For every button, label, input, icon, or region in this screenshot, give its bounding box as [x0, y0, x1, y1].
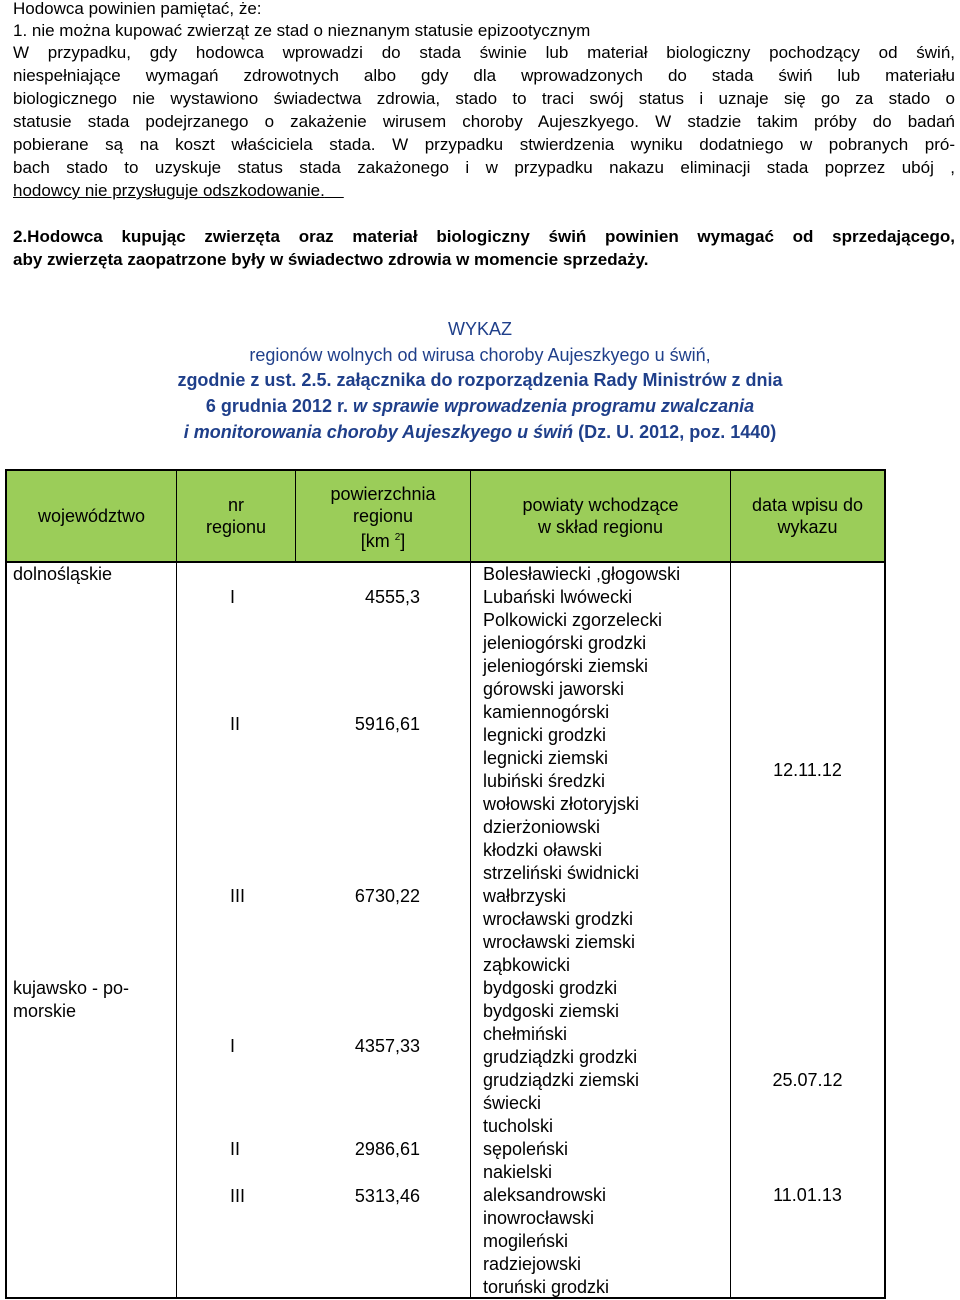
district-item: tucholski — [483, 1116, 554, 1136]
header-region-number: nr regionu — [205, 495, 267, 537]
header-entry-date: data wpisu do wykazu — [751, 495, 864, 537]
district-item: jeleniogórski ziemski — [483, 656, 649, 676]
region-area: 4357,33 — [354, 1036, 420, 1056]
region-area: 5313,46 — [354, 1186, 420, 1206]
district-item: bydgoski grodzki — [483, 978, 618, 998]
list-regulation-date-line: 6 grudnia 2012 r. w sprawie wprowadzenia programu zwalczania — [205, 396, 755, 416]
region-area: 4555,3 — [364, 587, 420, 607]
region-number: III — [230, 1186, 246, 1206]
table-left-border — [5, 469, 7, 1299]
district-item: grudziądzki grodzki — [483, 1047, 638, 1067]
district-item: toruński grodzki — [483, 1277, 610, 1297]
district-item: wrocławski grodzki — [483, 909, 634, 929]
list-regulation-title-line: i monitorowania choroby Aujeszkyego u świń (Dz. U. 2012, poz. 1440) — [183, 422, 777, 442]
district-item: legnicki ziemski — [483, 748, 609, 768]
table-header-border — [5, 561, 885, 563]
intro-line-2: W przypadku, gdy hodowca wprowadzi do stada świnie lub materiał biologiczny pochodzący od świń, — [13, 43, 955, 62]
intro-line-7: bach stado to uzyskuje status stada zakażonego i w przypadku nakazu eliminacji stada poprzez ubój , — [13, 158, 955, 177]
entry-date: 11.01.13 — [773, 1185, 842, 1205]
point-1-heading: 1. nie można kupować zwierząt ze stad o nieznanym statusie epizootycznym — [13, 21, 591, 40]
intro-line-8: hodowcy nie przysługuje odszkodowanie. — [13, 181, 325, 200]
region-area: 6730,22 — [354, 886, 420, 906]
district-item: dzierżoniowski — [483, 817, 601, 837]
column-divider-4 — [730, 469, 731, 1299]
district-item: wołowski złotoryjski — [483, 794, 640, 814]
district-item: Polkowicki zgorzelecki — [483, 610, 663, 630]
point-2-line-2: aby zwierzęta zaopatrzone były w świadectwo zdrowia w momencie sprzedaży. — [13, 250, 649, 269]
header-districts: powiaty wchodzące w skład regionu — [522, 495, 679, 537]
column-divider-1 — [176, 469, 177, 1299]
region-number: II — [230, 714, 241, 734]
region-number: II — [230, 1139, 241, 1159]
header-area: powierzchnia regionu [km $^2$] — [330, 484, 436, 551]
region-number: I — [230, 587, 236, 607]
region-number: I — [230, 1036, 236, 1056]
district-item: mogileński — [483, 1231, 569, 1251]
intro-line-6: pobierane są na koszt właściciela stada. W przypadku stwierdzenia wyniku dodatniego w pobranych pró- — [13, 135, 955, 154]
district-item: inowrocławski — [483, 1208, 595, 1228]
table-bottom-border — [5, 1297, 885, 1299]
region-area: 2986,61 — [354, 1139, 420, 1159]
header-voivodeship: województwo — [37, 506, 146, 526]
district-item: świecki — [483, 1093, 542, 1113]
district-item: radziejowski — [483, 1254, 582, 1274]
district-item: kamiennogórski — [483, 702, 610, 722]
intro-line-0: Hodowca powinien pamiętać, że: — [13, 0, 262, 18]
entry-date: 25.07.12 — [772, 1070, 843, 1090]
intro-line-4: biologicznego nie wystawiono świadectwa zdrowia, stado to traci swój status i uznaje się go za stado o — [13, 89, 955, 108]
list-title: WYKAZ — [447, 319, 512, 339]
list-regulation-line: zgodnie z ust. 2.5. załącznika do rozporządzenia Rady Ministrów z dnia — [177, 370, 783, 390]
voivodeship-dolnoslaskie: dolnośląskie — [13, 564, 113, 584]
district-item: ząbkowicki — [483, 955, 571, 975]
district-item: wałbrzyski — [483, 886, 567, 906]
district-item: nakielski — [483, 1162, 553, 1182]
list-subtitle: regionów wolnych od wirusa choroby Aujeszkyego u świń, — [249, 345, 711, 365]
district-item: grudziądzki ziemski — [483, 1070, 640, 1090]
district-item: chełmiński — [483, 1024, 568, 1044]
district-item: górowski jaworski — [483, 679, 625, 699]
intro-line-3: niespełniające wymagań zdrowotnych albo gdy dla wprowadzonych do stada świń lub materiału — [13, 66, 955, 85]
district-item: strzeliński świdnicki — [483, 863, 640, 883]
entry-date: 12.11.12 — [773, 760, 842, 780]
district-item: aleksandrowski — [483, 1185, 607, 1205]
intro-line-5: statusie stada podejrzanego o zakażenie wirusem choroby Aujeszkyego. W stadzie takim próby do badań — [13, 112, 955, 131]
district-item: lubiński średzki — [483, 771, 606, 791]
district-item: Bolesławiecki ,głogowski — [483, 564, 681, 584]
district-item: bydgoski ziemski — [483, 1001, 620, 1021]
district-item: jeleniogórski grodzki — [483, 633, 647, 653]
district-item: legnicki grodzki — [483, 725, 607, 745]
region-area: 5916,61 — [354, 714, 420, 734]
district-item: Lubański lwówecki — [483, 587, 633, 607]
table-right-border — [884, 469, 886, 1299]
district-item: sępoleński — [483, 1139, 569, 1159]
district-item: wrocławski ziemski — [483, 932, 636, 952]
voivodeship-kujawsko-pomorskie: kujawsko - po- morskie — [13, 978, 130, 1021]
point-2-line-1: 2.Hodowca kupując zwierzęta oraz materiał biologiczny świń powinien wymagać od sprzedającego, — [13, 227, 955, 246]
district-item: kłodzki oławski — [483, 840, 603, 860]
column-divider-3 — [470, 469, 471, 1299]
region-number: III — [230, 886, 246, 906]
table-top-border — [5, 469, 885, 471]
